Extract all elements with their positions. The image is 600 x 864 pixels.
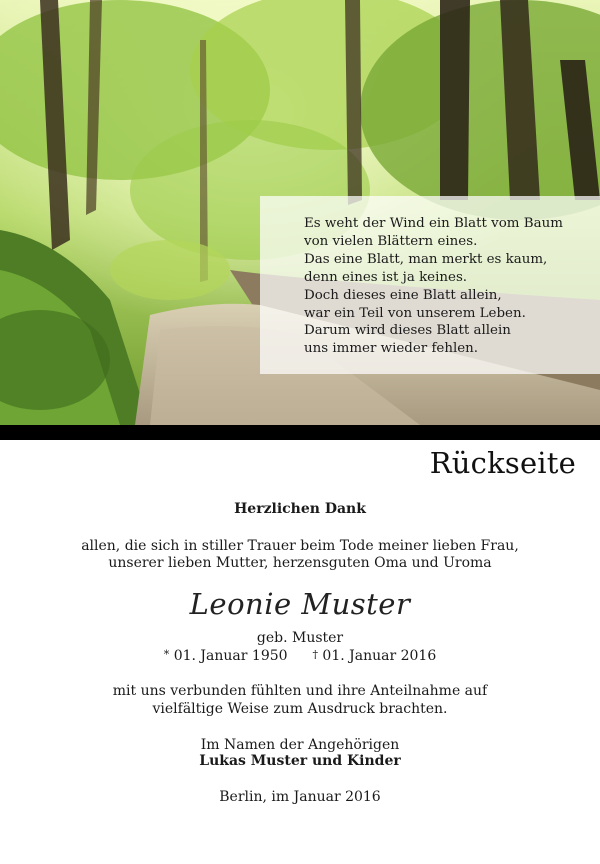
poem-overlay: [260, 196, 600, 374]
poem-line: Darum wird dieses Blatt allein: [304, 323, 511, 339]
poem: [304, 215, 563, 358]
deceased-name: Leonie Muster: [189, 587, 411, 621]
outro-line: mit uns verbunden fühlten und ihre Anteilnahme auf: [112, 683, 488, 699]
poem-line: denn eines ist ja keines.: [304, 269, 468, 285]
life-dates: [0, 648, 600, 664]
outro-line: vielfältige Weise zum Ausdruck brachten.: [152, 701, 448, 717]
intro-line: unserer lieben Mutter, herzensguten Oma und Uroma: [108, 555, 492, 571]
poem-line: war ein Teil von unserem Leben.: [304, 305, 526, 321]
birth-date: 01. Januar 1950: [173, 648, 288, 664]
intro-line: allen, die sich in stiller Trauer beim Tode meiner lieben Frau,: [81, 538, 519, 554]
place-date: Berlin, im Januar 2016: [219, 789, 381, 805]
on-behalf-line: Im Namen der Angehörigen: [200, 737, 400, 753]
side-label: Rückseite: [429, 446, 576, 480]
divider-band: [0, 425, 600, 440]
poem-line: Doch dieses eine Blatt allein,: [304, 287, 502, 303]
poem-line: von vielen Blättern eines.: [304, 233, 478, 249]
poem-line: Das eine Blatt, man merkt es kaum,: [304, 251, 548, 267]
poem-line: uns immer wieder fehlen.: [304, 341, 479, 357]
died-symbol: †: [312, 648, 318, 661]
death-date: 01. Januar 2016: [322, 648, 437, 664]
thanks-heading: Herzlichen Dank: [234, 501, 366, 517]
born-symbol: *: [163, 648, 170, 661]
family-signature: Lukas Muster und Kinder: [199, 753, 401, 769]
birth-name: geb. Muster: [256, 630, 344, 646]
poem-line: Es weht der Wind ein Blatt vom Baum: [304, 216, 563, 231]
